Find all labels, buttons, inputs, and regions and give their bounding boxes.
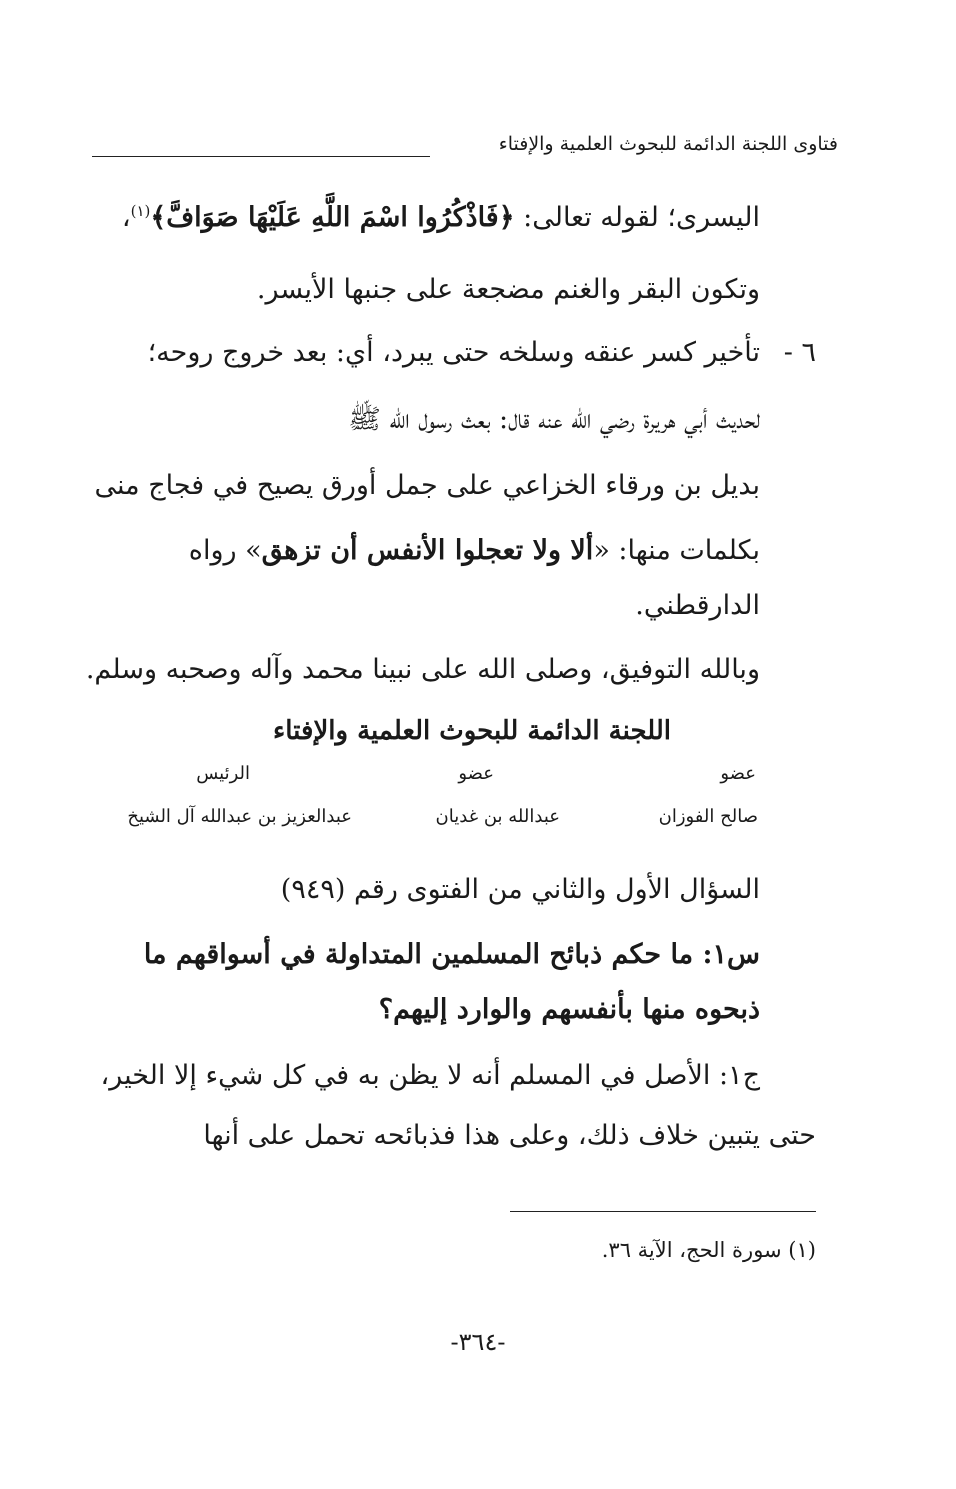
body-text: بكلمات منها: «: [593, 535, 760, 566]
header-rule: [92, 156, 430, 157]
committee-title: اللجنة الدائمة للبحوث العلمية والإفتاء: [273, 716, 671, 746]
body-line-1: [122, 204, 760, 231]
question-line-2: ذبحوه منها بأنفسهم والوارد إليهم؟: [378, 994, 760, 1025]
question-line-1: س١: ما حكم ذبائح المسلمين المتداولة في أسواقهم ما: [143, 939, 760, 970]
body-text: ،: [121, 202, 131, 233]
member-name: صالح الفوزان: [658, 806, 758, 827]
footnote-ref: (١): [130, 202, 151, 220]
closing-line: وبالله التوفيق، وصلى الله على نبينا محمد وآله وصحبه وسلم.: [85, 654, 760, 685]
body-line-7: الدارقطني.: [635, 590, 760, 621]
body-line-6: [189, 537, 760, 564]
page-number: -٣٦٤-: [450, 1328, 506, 1356]
member-name: عبدالله بن غديان: [435, 806, 560, 827]
footnote-rule: [510, 1211, 816, 1212]
footnote: (١) سورة الحج، الآية ٣٦.: [601, 1238, 816, 1262]
hadith-quote: ألا ولا تعجلوا الأنفس أن تزهق: [261, 535, 594, 566]
quran-verse: ﴿فَاذْكُرُوا اسْمَ اللَّهِ عَلَيْهَا صَوَافَّ﴾: [150, 202, 515, 233]
answer-line-1: ج١: الأصل في المسلم أنه لا يظن به في كل شيء إلا الخير،: [100, 1060, 760, 1091]
chair-name: عبدالعزيز بن عبدالله آل الشيخ: [127, 806, 352, 827]
body-line-2: وتكون البقر والغنم مضجعة على جنبها الأيسر.: [256, 274, 760, 305]
body-line-3: تأخير كسر عنقه وسلخه حتى يبرد، أي: بعد خروج روحه؛: [147, 337, 760, 368]
body-line-5: بديل بن ورقاء الخزاعي على جمل أورق يصيح في فجاج منى: [94, 470, 760, 501]
question-heading: السؤال الأول والثاني من الفتوى رقم (٩٤٩): [280, 874, 760, 905]
member-role: عضو: [458, 763, 494, 784]
body-text: » رواه: [188, 535, 262, 566]
answer-line-2: حتى يتبين خلاف ذلك، وعلى هذا فذبائحه تحمل على أنها: [203, 1120, 816, 1151]
running-header: فتاوى اللجنة الدائمة للبحوث العلمية والإفتاء: [498, 133, 838, 155]
chair-role: الرئيس: [196, 763, 250, 784]
body-line-4: لحديث أبي هريرة رضي الله عنه قال: بعث رسول الله ﷺ: [348, 404, 760, 435]
item-number: ٦ -: [783, 337, 816, 368]
body-text: اليسرى؛ لقوله تعالى:: [514, 202, 760, 233]
member-role: عضو: [720, 763, 756, 784]
